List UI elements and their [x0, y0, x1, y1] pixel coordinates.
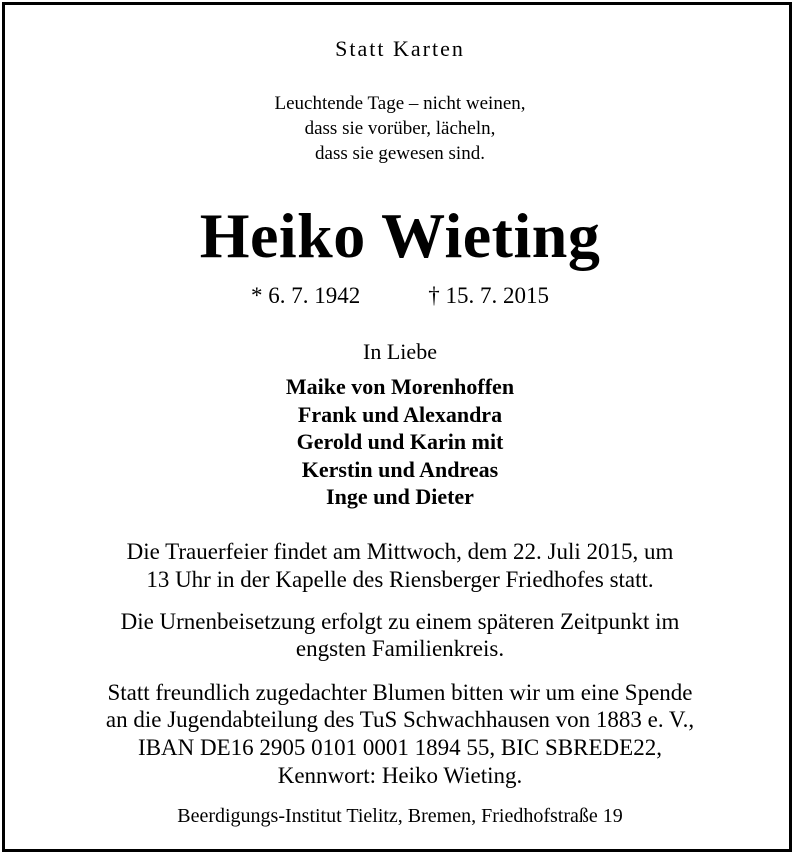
- mourner-line: Maike von Morenhoffen: [285, 374, 515, 399]
- poem-line: dass sie gewesen sind.: [315, 143, 485, 164]
- mourner-line: Gerold und Karin mit: [296, 429, 504, 454]
- notice-header: Statt Karten: [335, 36, 465, 61]
- urn-text-line: Die Urnenbeisetzung erfolgt zu einem späteren Zeitpunkt im: [120, 609, 680, 634]
- funeral-home-footer: Beerdigungs-Institut Tielitz, Bremen, Friedhofstraße 19: [177, 805, 623, 827]
- in-love-label: In Liebe: [363, 339, 437, 364]
- poem-line: Leuchtende Tage – nicht weinen,: [274, 93, 526, 114]
- ceremony-text-line: 13 Uhr in der Kapelle des Riensberger Friedhofes statt.: [146, 567, 654, 592]
- donation-text-line: IBAN DE16 2905 0101 0001 1894 55, BIC SBREDE22,: [138, 735, 662, 760]
- mourner-line: Frank und Alexandra: [297, 402, 503, 427]
- mourner-line: Inge und Dieter: [326, 484, 474, 509]
- death-date: † 15. 7. 2015: [428, 283, 549, 308]
- poem-line: dass sie vorüber, lächeln,: [304, 118, 496, 139]
- deceased-name: Heiko Wieting: [199, 200, 601, 271]
- donation-text-line: Statt freundlich zugedachter Blumen bitten wir um eine Spende: [107, 680, 693, 705]
- donation-text-line: an die Jugendabteilung des TuS Schwachhausen von 1883 e. V.,: [105, 707, 695, 732]
- birth-date: * 6. 7. 1942: [251, 283, 361, 308]
- ceremony-text-line: Die Trauerfeier findet am Mittwoch, dem 22. Juli 2015, um: [126, 539, 674, 564]
- urn-text-line: engsten Familienkreis.: [295, 636, 505, 661]
- donation-text-line: Kennwort: Heiko Wieting.: [277, 763, 523, 788]
- mourner-line: Kerstin und Andreas: [301, 457, 499, 482]
- life-dates: [0, 284, 800, 307]
